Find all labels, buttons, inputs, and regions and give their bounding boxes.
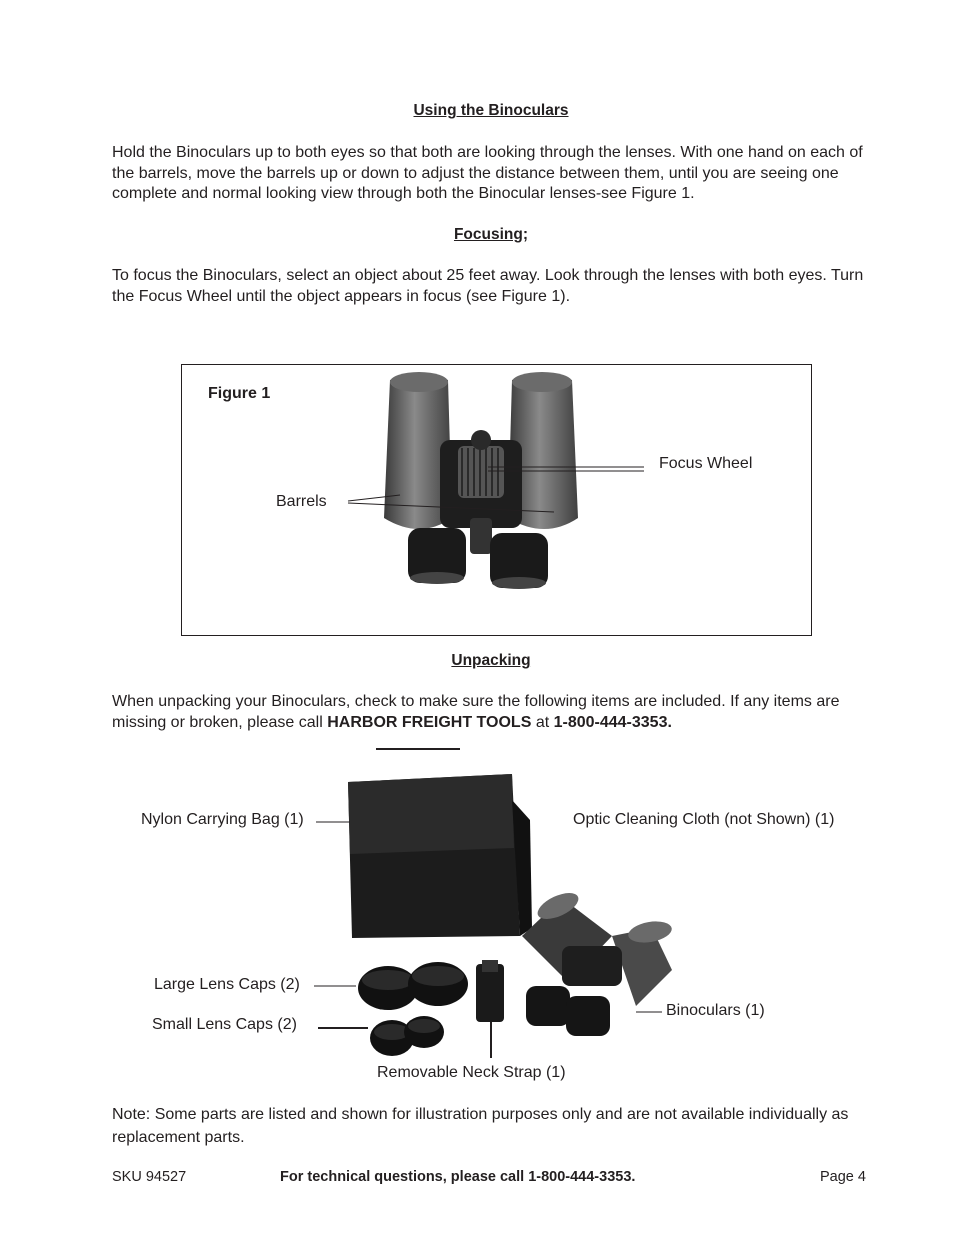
footer-sku: SKU 94527 xyxy=(112,1169,187,1185)
label-carrying-bag: Nylon Carrying Bag (1) xyxy=(141,811,304,828)
parts-illustration xyxy=(300,760,700,1070)
label-small-lens-caps: Small Lens Caps (2) xyxy=(152,1016,297,1033)
label-large-lens-caps: Large Lens Caps (2) xyxy=(154,976,300,993)
using-paragraph xyxy=(112,143,872,205)
note-text: Note: Some parts are listed and shown for illustration purposes only and are not available individually as replacement parts. xyxy=(112,1106,849,1146)
unpacking-text xyxy=(112,692,872,733)
using-text: Hold the Binoculars up to both eyes so that both are looking through the lenses. With one hand on each of the barrels, move the barrels up or down to adjust the distance between them, until you are seeing one complete and normal looking view through both the Binocular lenses-see Figure 1. xyxy=(112,144,863,202)
unpacking-body-start: When unpacking your Binoculars, check to make sure the following items are included. If any items are missing or broken, please call xyxy=(112,693,840,731)
figure-1-title: Figure 1 xyxy=(208,385,271,402)
binoculars-figure-illustration xyxy=(340,368,660,598)
focusing-paragraph xyxy=(112,266,872,307)
heading-unpacking: Unpacking xyxy=(451,652,531,669)
phone-number: 1-800-444-3353. xyxy=(553,713,672,731)
label-cleaning-cloth: Optic Cleaning Cloth (not Shown) (1) xyxy=(573,811,835,828)
focusing-text: To focus the Binoculars, select an object about 25 feet away. Look through the lenses with both eyes. Turn the Focus Wheel until the object appears in focus (see Figure 1). xyxy=(112,267,864,305)
label-neck-strap: Removable Neck Strap (1) xyxy=(377,1064,566,1081)
unpacking-body-mid: at xyxy=(531,713,554,731)
divider-rule xyxy=(376,748,460,750)
footer-page-number: Page 4 xyxy=(820,1169,866,1185)
heading-focusing: Focusing; xyxy=(453,226,529,243)
unpacking-paragraph xyxy=(112,692,872,733)
note-paragraph xyxy=(112,1103,872,1149)
footer-technical: For technical questions, please call 1-800-444-3353. xyxy=(280,1169,636,1185)
focus-wheel-label: Focus Wheel xyxy=(659,455,753,472)
barrels-label: Barrels xyxy=(276,493,327,510)
label-binoculars: Binoculars (1) xyxy=(666,1002,765,1019)
heading-using-binoculars: Using the Binoculars xyxy=(413,102,569,119)
company-name: HARBOR FREIGHT TOOLS xyxy=(327,713,532,731)
